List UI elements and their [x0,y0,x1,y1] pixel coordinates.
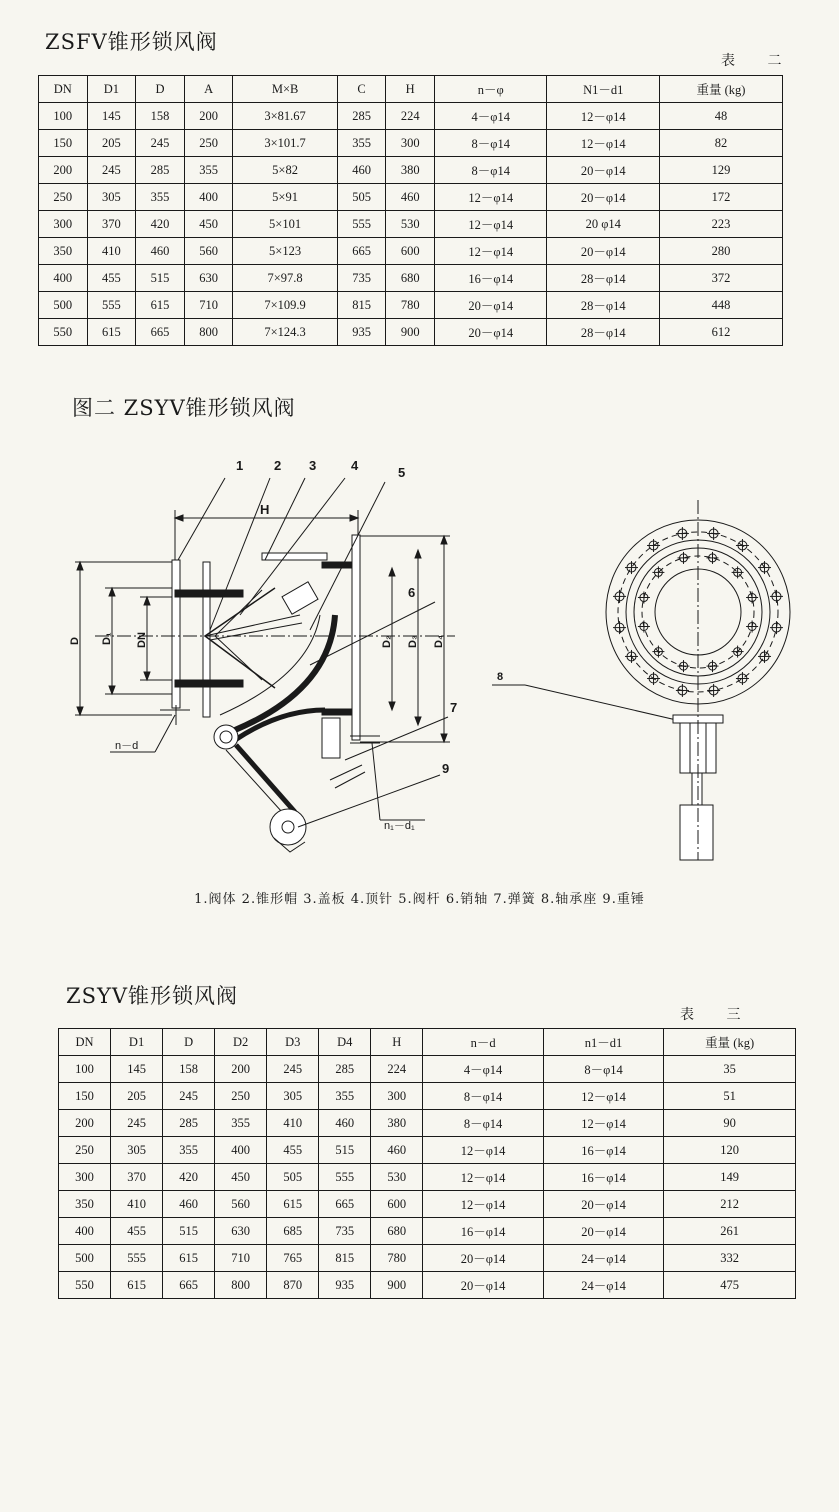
table-cell: 400 [215,1137,267,1164]
table-cell: 12－φ14 [543,1083,663,1110]
nd-label: n－d [115,740,139,752]
table-cell: 900 [371,1272,423,1299]
section1-title: ZSFV锥形锁风阀 [45,30,218,54]
table-cell: 935 [337,319,386,346]
table-cell: 615 [163,1245,215,1272]
column-header: H [386,76,435,103]
table-cell: 600 [371,1191,423,1218]
table-cell: 7×97.8 [233,265,337,292]
table2-label: 表 二 [721,53,796,69]
table-cell: 16－φ14 [434,265,547,292]
table-cell: 12－φ14 [547,130,660,157]
label-7: 7 [450,700,458,715]
table-cell: 120 [664,1137,796,1164]
table-cell: 5×82 [233,157,337,184]
table-cell: 630 [184,265,233,292]
table-cell: 380 [371,1110,423,1137]
table-cell: 460 [319,1110,371,1137]
table-cell: 460 [163,1191,215,1218]
table3-label: 表 三 [680,1007,755,1023]
table-cell: 355 [319,1083,371,1110]
table-cell: 685 [267,1218,319,1245]
table-cell: 12－φ14 [434,211,547,238]
table-cell: 505 [267,1164,319,1191]
table-cell: 245 [87,157,136,184]
table-cell: 212 [664,1191,796,1218]
table-cell: 12－φ14 [423,1164,543,1191]
table-cell: 870 [267,1272,319,1299]
table-cell: 500 [59,1245,111,1272]
label-3: 3 [309,458,317,473]
column-header: C [337,76,386,103]
table-cell: 530 [386,211,435,238]
table-cell: 300 [59,1164,111,1191]
table-cell: 355 [136,184,185,211]
table-cell: 205 [111,1083,163,1110]
column-header: n－φ [434,76,547,103]
column-header: M×B [233,76,337,103]
table-cell: 460 [337,157,386,184]
table-cell: 350 [59,1191,111,1218]
table-cell: 305 [87,184,136,211]
table-cell: 710 [215,1245,267,1272]
column-header: N1－d1 [547,76,660,103]
table-cell: 145 [87,103,136,130]
table-cell: 475 [664,1272,796,1299]
table-cell: 780 [371,1245,423,1272]
table-row [39,157,783,184]
table-cell: 28－φ14 [547,265,660,292]
table-cell: 665 [319,1191,371,1218]
table-row [39,319,783,346]
table-cell: 28－φ14 [547,292,660,319]
table-row [39,238,783,265]
table-cell: 630 [215,1218,267,1245]
table-cell: 600 [386,238,435,265]
table-cell: 800 [215,1272,267,1299]
column-header: D1 [87,76,136,103]
table-cell: 612 [659,319,782,346]
table-cell: 615 [267,1191,319,1218]
table-cell: 245 [163,1083,215,1110]
table-cell: 145 [111,1056,163,1083]
valve-drawing [0,440,839,880]
table-cell: 16－φ14 [543,1137,663,1164]
table-cell: 280 [659,238,782,265]
table-cell: 8－φ14 [543,1056,663,1083]
table-cell: 355 [337,130,386,157]
table-cell: 250 [39,184,88,211]
table-cell: 12－φ14 [423,1137,543,1164]
column-header: DN [39,76,88,103]
table-cell: 224 [386,103,435,130]
n1d1-label: n₁－d₁ [384,820,415,832]
table-cell: 680 [386,265,435,292]
table-cell: 400 [59,1218,111,1245]
section2-title: ZSYV锥形锁风阀 [66,984,239,1008]
table-cell: 16－φ14 [543,1164,663,1191]
table-cell: 3×101.7 [233,130,337,157]
table-cell: 900 [386,319,435,346]
table-cell: 355 [184,157,233,184]
column-header: DN [59,1029,111,1056]
table-cell: 420 [136,211,185,238]
table-cell: 500 [39,292,88,319]
column-header: D [136,76,185,103]
table-row [59,1056,796,1083]
table-cell: 560 [184,238,233,265]
label-5: 5 [398,465,406,480]
table-cell: 172 [659,184,782,211]
table-cell: 370 [111,1164,163,1191]
table-cell: 735 [319,1218,371,1245]
table-cell: 250 [215,1083,267,1110]
table-cell: 370 [87,211,136,238]
table-cell: 615 [111,1272,163,1299]
table-cell: 24－φ14 [543,1245,663,1272]
column-header: 重量 (kg) [664,1029,796,1056]
table-cell: 12－φ14 [423,1191,543,1218]
table-cell: 710 [184,292,233,319]
table-cell: 560 [215,1191,267,1218]
table-cell: 555 [319,1164,371,1191]
table-cell: 100 [39,103,88,130]
table-cell: 20－φ14 [543,1191,663,1218]
table-cell: 372 [659,265,782,292]
table-cell: 550 [39,319,88,346]
table-cell: 515 [319,1137,371,1164]
table-row [59,1110,796,1137]
table-cell: 20－φ14 [543,1218,663,1245]
table-cell: 12－φ14 [434,238,547,265]
column-header: D3 [267,1029,319,1056]
table-cell: 20－φ14 [434,319,547,346]
table-cell: 550 [59,1272,111,1299]
table-cell: 455 [111,1218,163,1245]
table-cell: 735 [337,265,386,292]
column-header: n1－d1 [543,1029,663,1056]
table-cell: 410 [267,1110,319,1137]
table-cell: 224 [371,1056,423,1083]
table3-zsyv [58,1028,796,1299]
table-cell: 245 [136,130,185,157]
label-1: 1 [236,458,244,473]
table-cell: 5×123 [233,238,337,265]
table-row [59,1218,796,1245]
dim-d3-label: D₃ [407,634,419,648]
label-6: 6 [408,585,416,600]
table-cell: 300 [39,211,88,238]
table-cell: 48 [659,103,782,130]
table-cell: 450 [184,211,233,238]
table-cell: 285 [319,1056,371,1083]
table-header-row [59,1029,796,1056]
table-cell: 665 [337,238,386,265]
table-cell: 200 [59,1110,111,1137]
column-header: 重量 (kg) [659,76,782,103]
table-cell: 285 [136,157,185,184]
table-row [59,1137,796,1164]
label-4: 4 [351,458,359,473]
table-row [39,184,783,211]
table-cell: 149 [664,1164,796,1191]
table-cell: 250 [59,1137,111,1164]
figure-title: 图二 ZSYV锥形锁风阀 [72,396,296,420]
table-cell: 200 [39,157,88,184]
table-cell: 300 [371,1083,423,1110]
table-row [39,265,783,292]
table-cell: 261 [664,1218,796,1245]
label-2: 2 [274,458,282,473]
table-cell: 5×91 [233,184,337,211]
table-cell: 250 [184,130,233,157]
table-cell: 505 [337,184,386,211]
table-row [59,1245,796,1272]
dim-d2-label: D₂ [381,635,393,648]
table-cell: 410 [111,1191,163,1218]
table-cell: 245 [267,1056,319,1083]
table-row [39,130,783,157]
table-cell: 615 [136,292,185,319]
column-header: D1 [111,1029,163,1056]
table-cell: 4－φ14 [423,1056,543,1083]
dim-d-label: D [69,637,81,645]
table-cell: 355 [163,1137,215,1164]
table-cell: 380 [386,157,435,184]
table-cell: 129 [659,157,782,184]
column-header: D2 [215,1029,267,1056]
table-row [59,1164,796,1191]
table-cell: 150 [59,1083,111,1110]
table-cell: 35 [664,1056,796,1083]
table2-zsfv [38,75,783,346]
table-cell: 3×81.67 [233,103,337,130]
table-cell: 780 [386,292,435,319]
table-row [59,1083,796,1110]
table-cell: 8－φ14 [434,157,547,184]
table-cell: 815 [337,292,386,319]
table-cell: 285 [163,1110,215,1137]
table-cell: 665 [136,319,185,346]
label-9: 9 [442,761,450,776]
table-cell: 800 [184,319,233,346]
table-cell: 8－φ14 [434,130,547,157]
table-cell: 350 [39,238,88,265]
table-cell: 285 [337,103,386,130]
table-cell: 615 [87,319,136,346]
table-cell: 300 [386,130,435,157]
table-cell: 200 [184,103,233,130]
column-header: D [163,1029,215,1056]
table-cell: 82 [659,130,782,157]
dim-dn-label: DN [136,632,148,648]
table-row [39,292,783,319]
table-cell: 765 [267,1245,319,1272]
table-cell: 450 [215,1164,267,1191]
table-cell: 7×124.3 [233,319,337,346]
table-cell: 400 [184,184,233,211]
table-cell: 12－φ14 [543,1110,663,1137]
table-cell: 555 [111,1245,163,1272]
table-cell: 150 [39,130,88,157]
table-cell: 400 [39,265,88,292]
table-cell: 455 [267,1137,319,1164]
table-cell: 410 [87,238,136,265]
table-row [39,211,783,238]
table-cell: 20 φ14 [547,211,660,238]
table-cell: 20－φ14 [547,157,660,184]
table-cell: 555 [87,292,136,319]
table-cell: 515 [136,265,185,292]
dim-d4-label: D₄ [433,634,445,648]
table-row [39,103,783,130]
table-row [59,1272,796,1299]
column-header: n－d [423,1029,543,1056]
table-cell: 20－φ14 [547,184,660,211]
label-8: 8 [497,671,504,683]
table-cell: 12－φ14 [434,184,547,211]
table-cell: 530 [371,1164,423,1191]
table-cell: 7×109.9 [233,292,337,319]
column-header: H [371,1029,423,1056]
table-cell: 100 [59,1056,111,1083]
table-cell: 4－φ14 [434,103,547,130]
table-cell: 16－φ14 [423,1218,543,1245]
table-cell: 8－φ14 [423,1110,543,1137]
table-cell: 158 [163,1056,215,1083]
figure-caption: 1.阀体 2.锥形帽 3.盖板 4.顶针 5.阀杆 6.销轴 7.弹簧 8.轴承座 9.重锤 [194,892,645,907]
table-cell: 680 [371,1218,423,1245]
table-cell: 815 [319,1245,371,1272]
table-cell: 12－φ14 [547,103,660,130]
column-header: D4 [319,1029,371,1056]
table-cell: 223 [659,211,782,238]
table-cell: 460 [386,184,435,211]
table-cell: 90 [664,1110,796,1137]
table-cell: 355 [215,1110,267,1137]
table-cell: 305 [111,1137,163,1164]
table-cell: 24－φ14 [543,1272,663,1299]
table-cell: 305 [267,1083,319,1110]
table-header-row [39,76,783,103]
table-row [59,1191,796,1218]
table-cell: 158 [136,103,185,130]
table-cell: 460 [371,1137,423,1164]
table-cell: 20－φ14 [423,1245,543,1272]
table-cell: 51 [664,1083,796,1110]
table-cell: 5×101 [233,211,337,238]
table-cell: 460 [136,238,185,265]
table-cell: 28－φ14 [547,319,660,346]
table-cell: 245 [111,1110,163,1137]
column-header: A [184,76,233,103]
dim-d1-label: D₁ [101,632,113,645]
table-cell: 665 [163,1272,215,1299]
table-cell: 448 [659,292,782,319]
table-cell: 205 [87,130,136,157]
table-cell: 555 [337,211,386,238]
table-cell: 455 [87,265,136,292]
table-cell: 332 [664,1245,796,1272]
table-cell: 420 [163,1164,215,1191]
dim-h-label: H [260,502,270,517]
table-cell: 8－φ14 [423,1083,543,1110]
table-cell: 20－φ14 [547,238,660,265]
table-cell: 515 [163,1218,215,1245]
table-cell: 200 [215,1056,267,1083]
table-cell: 20－φ14 [434,292,547,319]
table-cell: 20－φ14 [423,1272,543,1299]
table-cell: 935 [319,1272,371,1299]
